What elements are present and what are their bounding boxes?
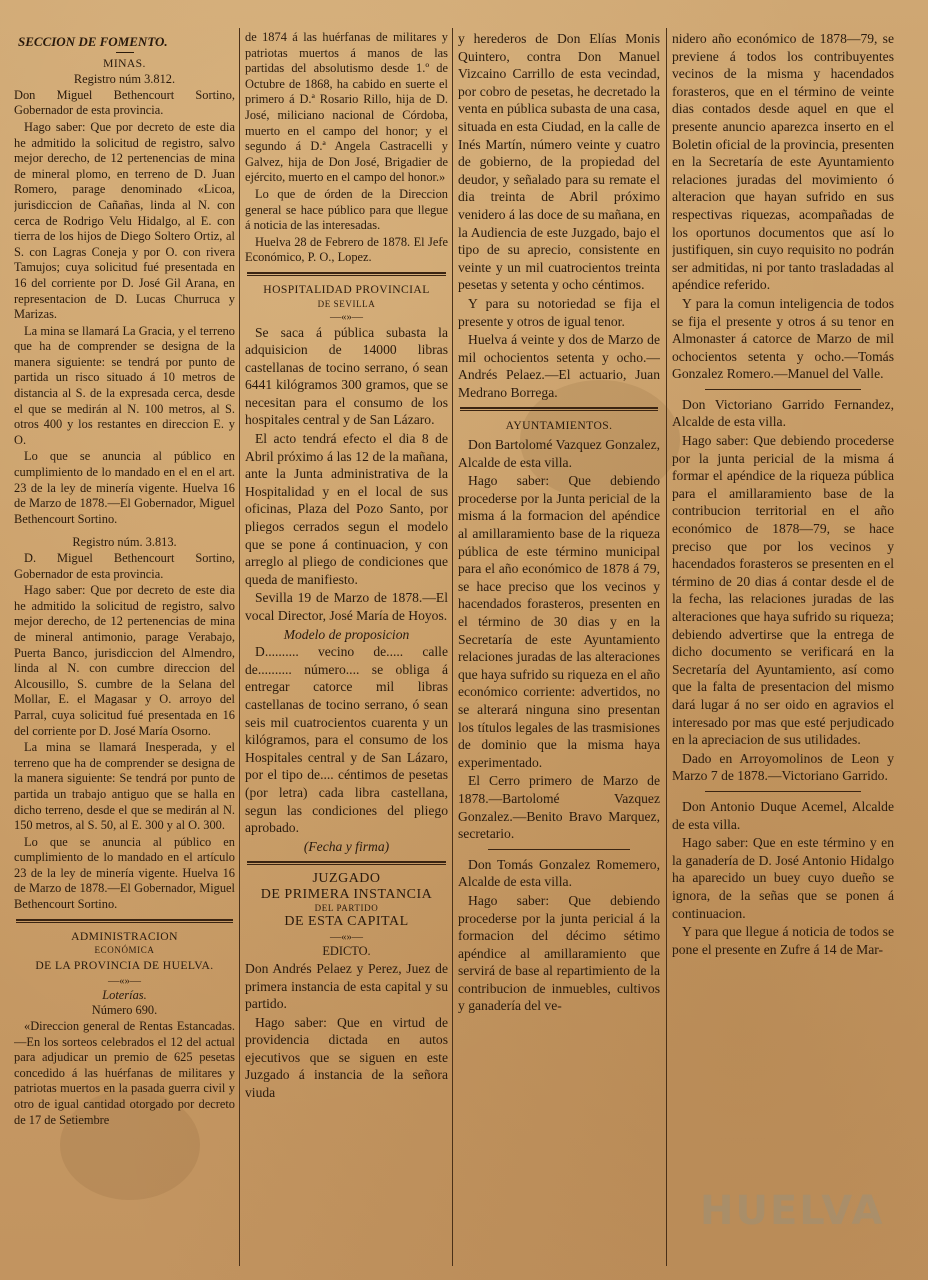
paragraph: Hago saber: Que por decreto de este dia he admitido la solicitud de registro, salvo mejor derecho, de 12 pertenencias de mina de mineral antimonio, parage Verabajo, Puerta Banco, jurisdiccion del Almendro, linda al N. con cumbre direccion del Alcousillo, S. cumbre de la Selana del Mollar, E. el Magasar y O. arroyo del Parral, cuya solicitud fué presentada en 16 del corriente por D. José María Osorno. [14, 583, 235, 738]
loterias-title: Loterías. [102, 987, 147, 1002]
fecha-firma: (Fecha y firma) [303, 838, 390, 854]
column-rule [239, 28, 240, 1266]
divider [705, 791, 860, 792]
paragraph: Hago saber: Que en este término y en la ganadería de D. José Antonio Hidalgo ha aparecido un buey cuyo dueño se ignora, de la señas que se ponen á continuacion. [672, 835, 894, 921]
paragraph: Don Tomás Gonzalez Romemero, Alcalde de esta villa. [458, 856, 660, 890]
paragraph: de 1874 á las huérfanas de militares y patriotas muertos á manos de las partidas del absolutismo desde 1.º de Octubre de 1868, ha cabido en suerte el primero á D.ª Rosario Rillo, hija de D. José, miliciano nacional de Córdoba, muerto en el campo del honor; y el segundo á D.ª Angela Castracelli y Galvez, hija de Don José, Brigadier de ejército, muerto en el campo del honor.» [245, 30, 448, 185]
paragraph: Hago saber: Que debiendo procederse por la junta pericial á la formacion del décimo sétimo apéndice al amillaramiento que servirá de base al repartimiento de la contribucion de inmuebles, cultivos y ganadería del ve- [458, 892, 660, 1014]
paragraph: Don Victoriano Garrido Fernandez, Alcalde de esta villa. [672, 396, 894, 430]
section-rule [16, 919, 233, 923]
section-rule [460, 407, 658, 411]
paragraph: nidero año económico de 1878—79, se previene á todos los contribuyentes vecinos de la misma y hacendados forasteros, que en el término de veinte dias contados desde aquel en que el presente anuncio aparezca inserto en el Boletin oficial de la provincia, presenten en la Secretaría de este Ayuntamiento relaciones juradas del movimiento ó alteracion que hayan sufrido en sus respectivas riquezas, acompañadas de los oportunos documentos que así lo justifiquen, sin cuyo requisito no podrán ser admitidas, ni por tanto trasladadas al apéndice referido. [672, 31, 894, 293]
admin-province: DE LA PROVINCIA DE HUELVA. [35, 959, 214, 973]
paragraph: Hago saber: Que por decreto de este dia he admitido la solicitud de registro, salvo mejor derecho, de 12 pertenencias de mina de mineral plomo, en terreno de D. Juan Romero, parage denominado «Licoa, jurisdiccion de Cañañas, linda al N. con cerca de Rodrigo Velu Hidalgo, al E. con tierra de los hijos de Diego Soltero Ortiz, al S. con Lagras Coneja y por O. con rivera Tamujos; cuya solicitud fué presentada en 16 del corriente por D. José Gil Arana, en representacion de D. Lucas Churruca y Marizas. [14, 119, 235, 322]
juzgado-partido: DEL PARTIDO [314, 903, 379, 914]
paragraph: Se saca á pública subasta la adquisicion de 14000 libras castellanas de tocino serrano, ó sean 6441 kilógramos 300 gramos, que se necesitan para el consumo de los hospitales central y de San Lázaro. [245, 324, 448, 428]
juzgado-header: JUZGADO [312, 871, 381, 887]
modelo-title: Modelo de proposicion [283, 626, 410, 642]
paragraph: El acto tendrá efecto el dia 8 de Abril próximo á las 12 de la mañana, ante la Junta administrativa de la Hospitalidad y en el local de sus oficinas, Plaza del Pozo Santo, por pliegos cerrados segun el modelo que se pone á continuacion, y con arreglo al pliego de condiciones que queda de manifiesto. [245, 431, 448, 587]
column-1 [14, 30, 235, 1270]
paragraph: Don Bartolomé Vazquez Gonzalez, Alcalde de esta villa. [458, 437, 660, 470]
signature: Huelva 28 de Febrero de 1878. El Jefe Económico, P. O., Lopez. [245, 234, 448, 265]
signature: Dado en Arroyomolinos de Leon y Marzo 7 de 1878.—Victoriano Garrido. [672, 750, 894, 784]
signature: Sevilla 19 de Marzo de 1878.—El vocal Director, José María de Hoyos. [245, 590, 448, 623]
juzgado-capital: DE ESTA CAPITAL [284, 914, 409, 930]
signature: Huelva á veinte y dos de Marzo de mil ochocientos setenta y ocho.—Andrés Pelaez.—El actuario, Juan Medrano Borrega. [458, 332, 660, 400]
paragraph: Y para la comun inteligencia de todos se fija el presente y otros á su tenor en Almonaster á catorce de Marzo de mil ochocientos setenta y ocho.—Tomás Gonzalez Romero.—Manuel del Valle. [672, 295, 894, 382]
paragraph: Y para su notoriedad se fija el presente y otros de igual tenor. [458, 295, 660, 329]
section-rule [247, 861, 446, 865]
paragraph: Don Andrés Pelaez y Perez, Juez de primera instancia de esta capital y su partido. [245, 960, 448, 1012]
paragraph: La mina se llamará La Gracia, y el terreno que ha de comprender se designa de la manera siguiente: se tendrá por punto de partida un risco situado á 10 metros de distancia al S. de la expresada cerca, desde el que se medirán al N. 100 metros, al S. otros 400 y los restantes en direccion E. y O. [14, 323, 235, 447]
admin-header: ADMINISTRACION [71, 929, 178, 943]
divider [116, 52, 134, 53]
ornament: —«»— [330, 310, 363, 323]
divider [488, 849, 629, 850]
column-rule [452, 28, 453, 1266]
paragraph: D.......... vecino de..... calle de.......... número.... se obliga á entregar catorce mil libras castellanas de tocino serrano, ó sean seis mil cuatrocientos cuarenta y un kilógramos, para el consumo de los Hospitales central y de San Lázaro, por el tipo de.... céntimos de pesetas (por letra) cada libra castellana, segun las condiciones del pliego aprobado. [245, 644, 448, 836]
column-3 [458, 30, 660, 1270]
column-rule [666, 28, 667, 1266]
ornament: —«»— [108, 974, 141, 987]
paragraph: Don Miguel Bethencourt Sortino, Gobernador de esta provincia. [14, 87, 235, 118]
column-2 [245, 30, 448, 1270]
paragraph: «Direccion general de Rentas Estancadas.—En los sorteos celebrados el 12 del actual para adjudicar un premio de 625 pesetas concedido á las huérfanas de militares y patriotas muertos en la pasada guerra civil y otro de igual cantidad otorgado por decreto de 17 de Setiembre [14, 1019, 235, 1127]
paragraph: Lo que se anuncia al público en cumplimiento de lo mandado en el en el art. 23 de la ley de minería vigente. Huelva 16 de Marzo de 1878.—El Gobernador, Miguel Bethencourt Sortino. [14, 449, 235, 526]
numero: Número 690. [91, 1003, 158, 1018]
juzgado-subheader: DE PRIMERA INSTANCIA [260, 887, 433, 903]
hospitalidad-header: HOSPITALIDAD PROVINCIAL [263, 282, 430, 296]
registro-title: Registro núm 3.812. [73, 72, 176, 87]
admin-subheader: ECONÓMICA [94, 945, 155, 956]
column-4 [672, 30, 894, 1270]
paragraph: y herederos de Don Elías Monis Quintero, contra Don Manuel Vizcaino Carrillo de esta vecindad, por cobro de pesetas, he decretado la venta en pública subasta de una casa, situada en esta Ciudad, en la calle de Inés Martín, número veinte y cuatro de gobierno, de la propiedad del deudor, y señalado para su remate el dia treinta de Abril próximo venidero á las doce de su mañana, en la Audiencia de este Juzgado, bajo el tipo de su aprecio, consistente en veinte y un mil cuatrocientos treinta pesetas y setenta y ocho céntimos. [458, 31, 660, 293]
ayuntamientos-header: AYUNTAMIENTOS. [505, 419, 613, 433]
hospitalidad-subheader: DE SEVILLA [317, 298, 376, 309]
section-rule [247, 272, 446, 276]
paragraph: Hago saber: Que debiendo procederse por la junta pericial de la misma á formar el apéndice de la riqueza pública para el amillaramiento base de la contribucion territorial en el año económico de 1878—79, se hace preciso que por los vecinos y hacendados forasteros se presenten en el término de 20 dias á contar desde el de la fecha, las relaciones juradas de las alteraciones que haya sufrido su riqueza; debiendo advertirse que la entrega de dicho documento se verificará en la Secretaría del Ayuntamiento, así como que la falta de presentacion del mismo dará lugar á no ser oido en agravios el interesado por mas que esté perjudicado en la apreciacion de sus utilidades. [672, 433, 894, 748]
paragraph: Lo que de órden de la Direccion general se hace público para que llegue á noticia de las interesadas. [245, 186, 448, 233]
paragraph: Lo que se anuncia al público en cumplimiento de lo mandado en el artículo 23 de la ley de minería vigente. Huelva 16 de Marzo de 1878.—El Gobernador, Miguel Bethencourt Sortino. [14, 834, 235, 912]
divider [705, 389, 860, 390]
minas-header: MINAS. [103, 56, 146, 70]
paragraph: Y para que llegue á noticia de todos se pone el presente en Zufre á 14 de Mar- [672, 924, 894, 957]
watermark: HUELVA [700, 1188, 885, 1234]
registro-title: Registro núm. 3.813. [72, 535, 177, 550]
paragraph: Hago saber: Que en virtud de providencia dictada en autos ejecutivos que se siguen en este Juzgado á instancia de la señora viuda [245, 1014, 448, 1101]
paragraph: Don Antonio Duque Acemel, Alcalde de esta villa. [672, 798, 894, 832]
signature: El Cerro primero de Marzo de 1878.—Bartolomé Vazquez Gonzalez.—Benito Bravo Marquez, secretario. [458, 773, 660, 842]
paragraph: La mina se llamará Inesperada, y el terreno que ha de comprender se designa de la manera siguiente: Se tendrá por punto de partida un trabajo antiguo que se halla en dicho terreno, desde el que se medirán al N. 150 metros, al S. 50, al E. 300 y al O. 300. [14, 740, 235, 833]
paragraph: D. Miguel Bethencourt Sortino, Gobernador de esta provincia. [14, 551, 235, 581]
section-title: SECCION DE FOMENTO. [18, 34, 168, 49]
paragraph: Hago saber: Que debiendo procederse por la Junta pericial de la misma á la formacion del apéndice al amillaramiento base de la riqueza pública de este término municipal para el año económico de 1878 á 79, se hace preciso que los vecinos y hacendados forasteros, presenten en el término de 30 dias y en la Secretaría de este Ayuntamiento relaciones juradas de las alteraciones que haya sufrido su riqueza en el año económico corriente: advertidos, no se alterará ninguna sino presentan los títulos legales de las trasmisiones de dominio que la misma haya experimentado. [458, 473, 660, 770]
edicto-title: EDICTO. [322, 944, 371, 959]
ornament: —«»— [330, 931, 363, 944]
